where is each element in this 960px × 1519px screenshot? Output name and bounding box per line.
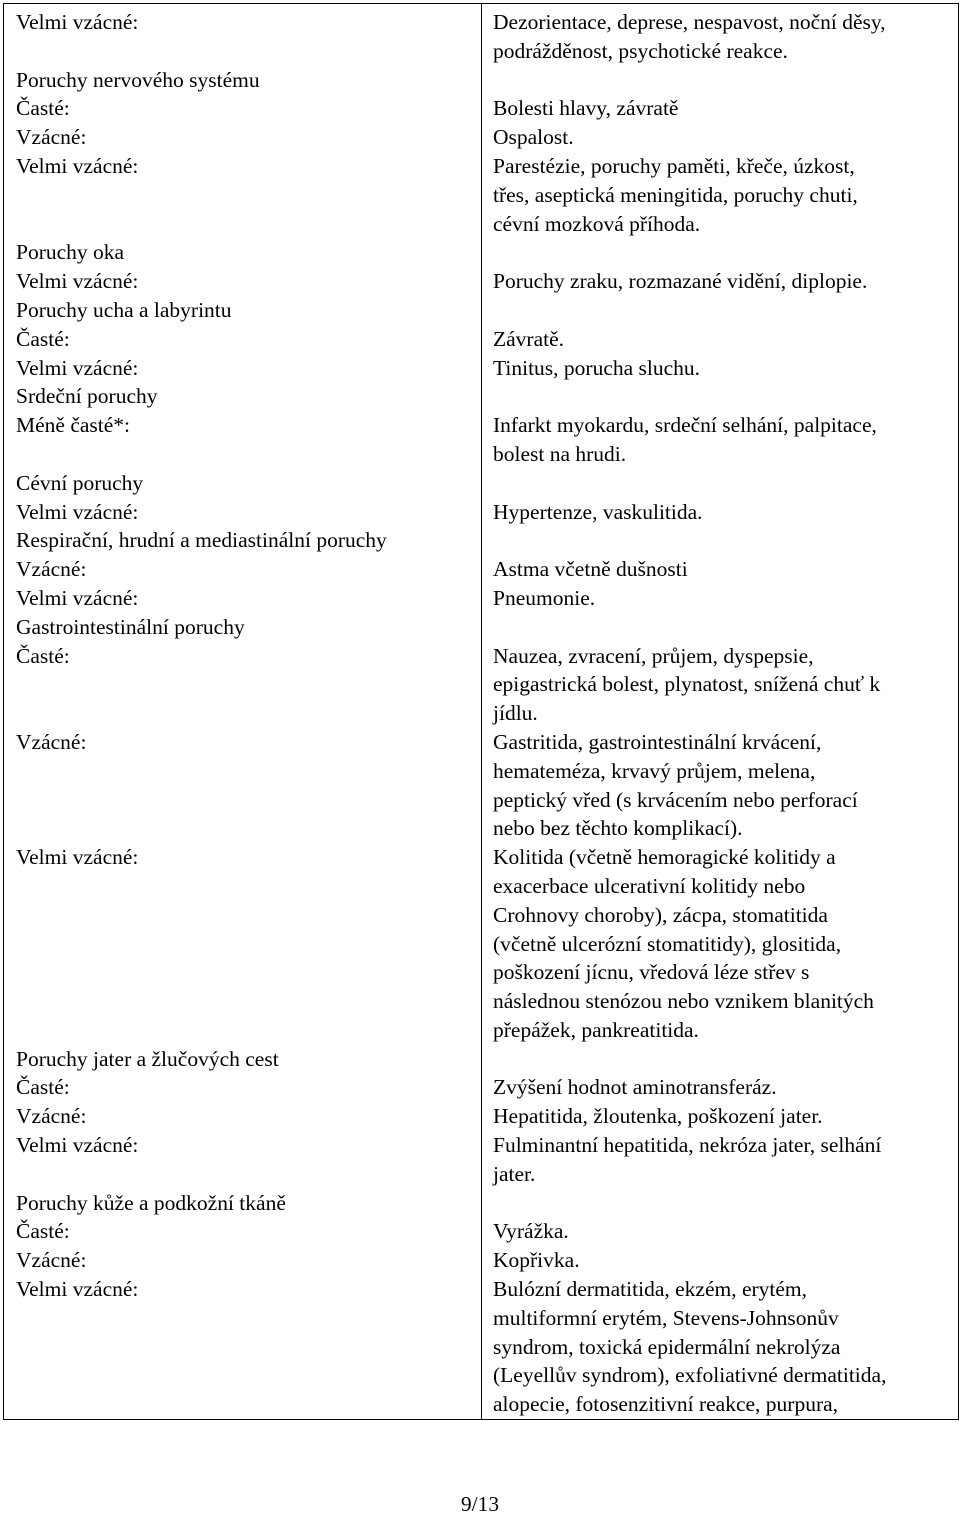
right-column-line: epigastrická bolest, plynatost, snížená chuť k xyxy=(493,672,881,697)
right-column-line: třes, aseptická meningitida, poruchy chuti, xyxy=(493,182,858,207)
right-column-line: Crohnovy choroby), zácpa, stomatitida xyxy=(493,902,828,927)
left-column-line xyxy=(16,37,481,66)
left-column-line: Časté: xyxy=(16,1219,70,1244)
right-column-line: peptický vřed (s krvácením nebo perforací xyxy=(493,787,858,812)
right-column-line xyxy=(493,238,950,267)
right-column-line: syndrom, toxická epidermální nekrolýza xyxy=(493,1334,841,1359)
right-column-line xyxy=(493,526,950,555)
left-column-line: Časté: xyxy=(16,643,70,668)
left-column-line xyxy=(16,1160,481,1189)
left-column-line: Poruchy ucha a labyrintu xyxy=(16,297,232,322)
left-column-cell xyxy=(4,4,482,1420)
right-column-line xyxy=(493,1189,950,1218)
left-column-line: Velmi vzácné: xyxy=(16,153,139,178)
right-column-line: přepážek, pankreatitida. xyxy=(493,1017,699,1042)
left-column-line: Gastrointestinální poruchy xyxy=(16,614,245,639)
left-column-text xyxy=(4,4,481,1419)
right-column-text xyxy=(482,4,958,1419)
left-column-line: Velmi vzácné: xyxy=(16,269,139,294)
left-column-line xyxy=(16,987,481,1016)
right-column-line xyxy=(493,382,950,411)
right-column-line: Parestézie, poruchy paměti, křeče, úzkost, xyxy=(493,153,855,178)
left-column-line xyxy=(16,1390,481,1419)
table-row xyxy=(4,4,959,1420)
left-column-line: Vzácné: xyxy=(16,125,87,150)
adverse-effects-table xyxy=(3,3,959,1420)
left-column-line: Velmi vzácné: xyxy=(16,355,139,380)
left-column-line xyxy=(16,440,481,469)
right-column-line: podrážděnost, psychotické reakce. xyxy=(493,38,788,63)
left-column-line: Respirační, hrudní a mediastinální poruchy xyxy=(16,528,387,553)
right-column-line: hemateméza, krvavý průjem, melena, xyxy=(493,758,816,783)
left-column-line xyxy=(16,872,481,901)
right-column-line: cévní mozková příhoda. xyxy=(493,211,701,236)
right-column-line: nebo bez těchto komplikací). xyxy=(493,816,743,841)
left-column-line: Velmi vzácné: xyxy=(16,1277,139,1302)
right-column-line: bolest na hrudi. xyxy=(493,441,627,466)
right-column-line: (včetně ulcerózní stomatitidy), glositida, xyxy=(493,931,842,956)
right-column-line: Pneumonie. xyxy=(493,585,596,610)
left-column-line: Vzácné: xyxy=(16,557,87,582)
left-column-line xyxy=(16,699,481,728)
left-column-line: Vzácné: xyxy=(16,1104,87,1129)
right-column-line: Ospalost. xyxy=(493,125,574,150)
right-column-line: Fulminantní hepatitida, nekróza jater, selhání xyxy=(493,1133,882,1158)
right-column-line: alopecie, fotosenzitivní reakce, purpura, xyxy=(493,1392,839,1417)
left-column-line xyxy=(16,930,481,959)
left-column-line xyxy=(16,1333,481,1362)
left-column-line xyxy=(16,814,481,843)
left-column-line xyxy=(16,1361,481,1390)
right-column-cell xyxy=(482,4,959,1420)
left-column-line: Velmi vzácné: xyxy=(16,10,139,34)
left-column-line: Velmi vzácné: xyxy=(16,585,139,610)
left-column-line: Časté: xyxy=(16,1075,70,1100)
right-column-line: Dezorientace, deprese, nespavost, noční děsy, xyxy=(493,10,886,34)
right-column-line: jater. xyxy=(493,1161,536,1186)
left-column-line: Poruchy nervového systému xyxy=(16,67,260,92)
right-column-line: multiformní erytém, Stevens-Johnsonův xyxy=(493,1305,839,1330)
left-column-line xyxy=(16,670,481,699)
right-column-line: Hepatitida, žloutenka, poškození jater. xyxy=(493,1104,823,1129)
right-column-line: Vyrážka. xyxy=(493,1219,569,1244)
right-column-line: Bolesti hlavy, závratě xyxy=(493,96,679,121)
right-column-line: Poruchy zraku, rozmazané vidění, diplopie. xyxy=(493,269,868,294)
right-column-line: Tinitus, porucha sluchu. xyxy=(493,355,701,380)
left-column-line: Velmi vzácné: xyxy=(16,499,139,524)
left-column-line xyxy=(16,181,481,210)
right-column-line: Infarkt myokardu, srdeční selhání, palpitace, xyxy=(493,413,877,438)
right-column-line xyxy=(493,613,950,642)
left-column-line: Poruchy kůže a podkožní tkáně xyxy=(16,1190,286,1215)
left-column-line: Srdeční poruchy xyxy=(16,384,158,409)
right-column-line: Kolitida (včetně hemoragické kolitidy a xyxy=(493,845,836,870)
left-column-line: Časté: xyxy=(16,96,70,121)
left-column-line: Vzácné: xyxy=(16,729,87,754)
right-column-line: exacerbace ulcerativní kolitidy nebo xyxy=(493,873,806,898)
left-column-line: Méně časté*: xyxy=(16,413,131,438)
right-column-line xyxy=(493,469,950,498)
left-column-line xyxy=(16,901,481,930)
left-column-line: Časté: xyxy=(16,326,70,351)
right-column-line: (Leyellův syndrom), exfoliativné dermatitida, xyxy=(493,1363,887,1388)
right-column-line: Nauzea, zvracení, průjem, dyspepsie, xyxy=(493,643,814,668)
right-column-line: Hypertenze, vaskulitida. xyxy=(493,499,703,524)
left-column-line xyxy=(16,958,481,987)
right-column-line: Astma včetně dušnosti xyxy=(493,557,688,582)
left-column-line xyxy=(16,210,481,239)
page-number: 9/13 xyxy=(460,1492,500,1516)
right-column-line: Kopřivka. xyxy=(493,1248,580,1273)
left-column-line: Cévní poruchy xyxy=(16,470,144,495)
right-column-line: Závratě. xyxy=(493,326,565,351)
right-column-line: Zvýšení hodnot aminotransferáz. xyxy=(493,1075,777,1100)
left-column-line xyxy=(16,786,481,815)
right-column-line: Gastritida, gastrointestinální krvácení, xyxy=(493,729,822,754)
right-column-line xyxy=(493,296,950,325)
right-column-line xyxy=(493,66,950,95)
right-column-line xyxy=(493,1045,950,1074)
left-column-line: Velmi vzácné: xyxy=(16,845,139,870)
left-column-line xyxy=(16,757,481,786)
left-column-line xyxy=(16,1304,481,1333)
right-column-line: následnou stenózou nebo vznikem blanitých xyxy=(493,989,874,1014)
left-column-line: Poruchy oka xyxy=(16,240,125,265)
right-column-line: Bulózní dermatitida, ekzém, erytém, xyxy=(493,1277,808,1302)
left-column-line xyxy=(16,1016,481,1045)
right-column-line: jídlu. xyxy=(493,701,538,726)
left-column-line: Poruchy jater a žlučových cest xyxy=(16,1046,279,1071)
left-column-line: Vzácné: xyxy=(16,1248,87,1273)
right-column-line: poškození jícnu, vředová léze střev s xyxy=(493,960,810,985)
left-column-line: Velmi vzácné: xyxy=(16,1133,139,1158)
